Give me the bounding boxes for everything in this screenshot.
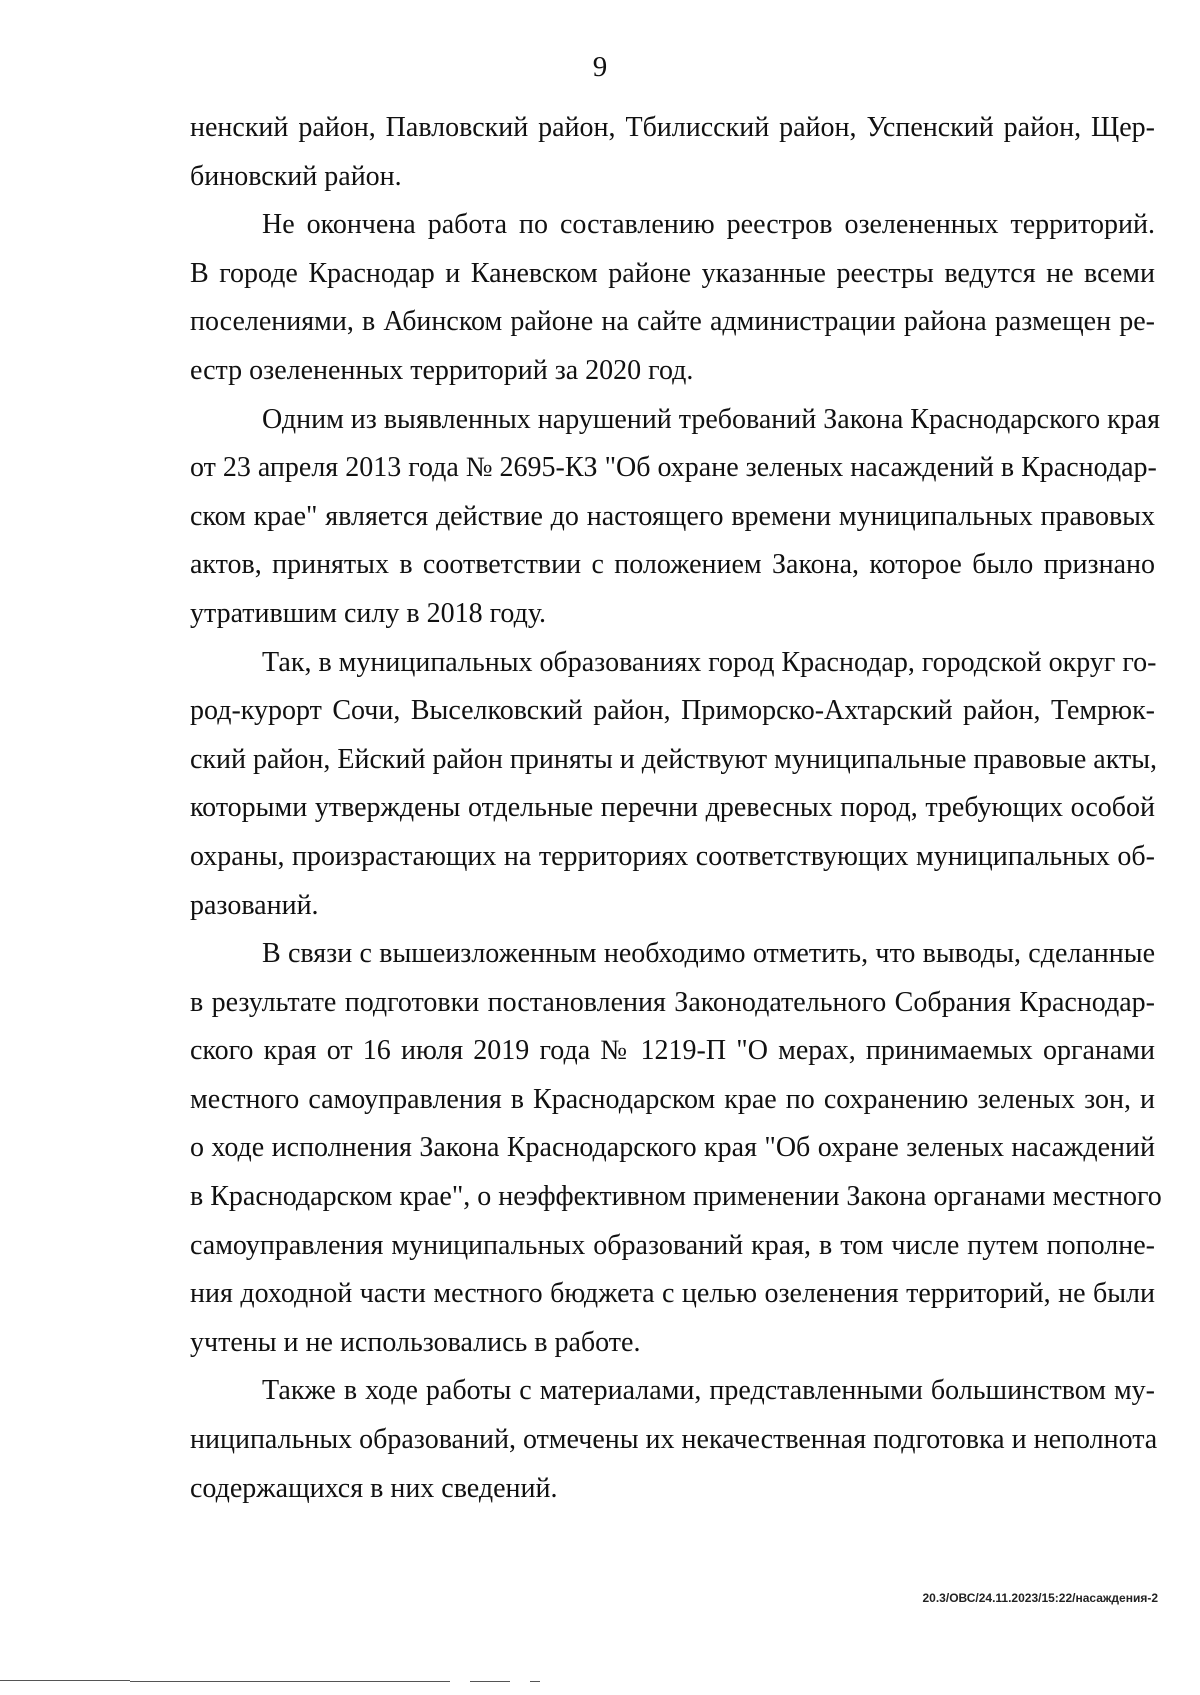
scan-edge-line <box>470 1681 510 1682</box>
text-line: поселениями, в Абинском районе на сайте администрации района размещен ре- <box>190 306 1155 338</box>
text-line: разований. <box>190 889 319 921</box>
text-line: в результате подготовки постановления Законодательного Собрания Краснодар- <box>190 986 1155 1018</box>
text-line: биновский район. <box>190 160 402 192</box>
text-line: ский район, Ейский район приняты и действуют муниципальные правовые акты, <box>190 743 1158 775</box>
text-line: о ходе исполнения Закона Краснодарского края "Об охране зеленых насаждений <box>190 1132 1155 1164</box>
text-line: Также в ходе работы с материалами, представленными большинством му- <box>262 1375 1155 1407</box>
document-body <box>190 104 1162 1513</box>
text-line: которыми утверждены отдельные перечни древесных пород, требующих особой <box>190 792 1155 824</box>
text-line: естр озелененных территорий за 2020 год. <box>190 354 694 386</box>
scan-edge-line <box>130 1681 450 1682</box>
text-line: актов, принятых в соответствии с положением Закона, которое было признано <box>190 549 1155 581</box>
text-line: ния доходной части местного бюджета с целью озеленения территорий, не были <box>190 1278 1155 1310</box>
text-line: род-курорт Сочи, Выселковский район, Приморско-Ахтарский район, Темрюк- <box>190 695 1155 727</box>
text-line: от 23 апреля 2013 года № 2695-КЗ "Об охране зеленых насаждений в Краснодар- <box>190 452 1157 484</box>
text-line: ского края от 16 июля 2019 года № 1219-П "О мерах, принимаемых органами <box>190 1035 1155 1067</box>
text-line: содержащихся в них сведений. <box>190 1472 558 1504</box>
text-line: местного самоуправления в Краснодарском крае по сохранению зеленых зон, и <box>190 1083 1155 1115</box>
text-line: ненский район, Павловский район, Тбилисский район, Успенский район, Щер- <box>190 112 1155 143</box>
text-line: Не окончена работа по составлению реестров озелененных территорий. <box>262 209 1155 241</box>
text-line: самоуправления муниципальных образований края, в том числе путем пополне- <box>190 1229 1155 1261</box>
text-line: ниципальных образований, отмечены их некачественная подготовка и неполнота <box>190 1424 1158 1456</box>
text-line: Одним из выявленных нарушений требований Закона Краснодарского края <box>262 403 1160 435</box>
page-number: 9 <box>592 51 608 83</box>
text-line: Так, в муниципальных образованиях город Краснодар, городской округ го- <box>262 646 1157 678</box>
footer-stamp: 20.3/ОВС/24.11.2023/15:22/насаждения-2 <box>922 1591 1158 1605</box>
text-line: учтены и не использовались в работе. <box>190 1326 641 1358</box>
text-line: утратившим силу в 2018 году. <box>190 597 547 629</box>
scan-edge-line <box>0 1680 130 1681</box>
scan-edge-line <box>530 1681 540 1682</box>
text-line: В связи с вышеизложенным необходимо отметить, что выводы, сделанные <box>262 938 1155 970</box>
text-line: в Краснодарском крае", о неэффективном применении Закона органами местного <box>190 1181 1162 1213</box>
text-line: В городе Краснодар и Каневском районе указанные реестры ведутся не всеми <box>190 257 1155 289</box>
text-line: ском крае" является действие до настоящего времени муниципальных правовых <box>190 500 1155 532</box>
text-line: охраны, произрастающих на территориях соответствующих муниципальных об- <box>190 840 1155 872</box>
